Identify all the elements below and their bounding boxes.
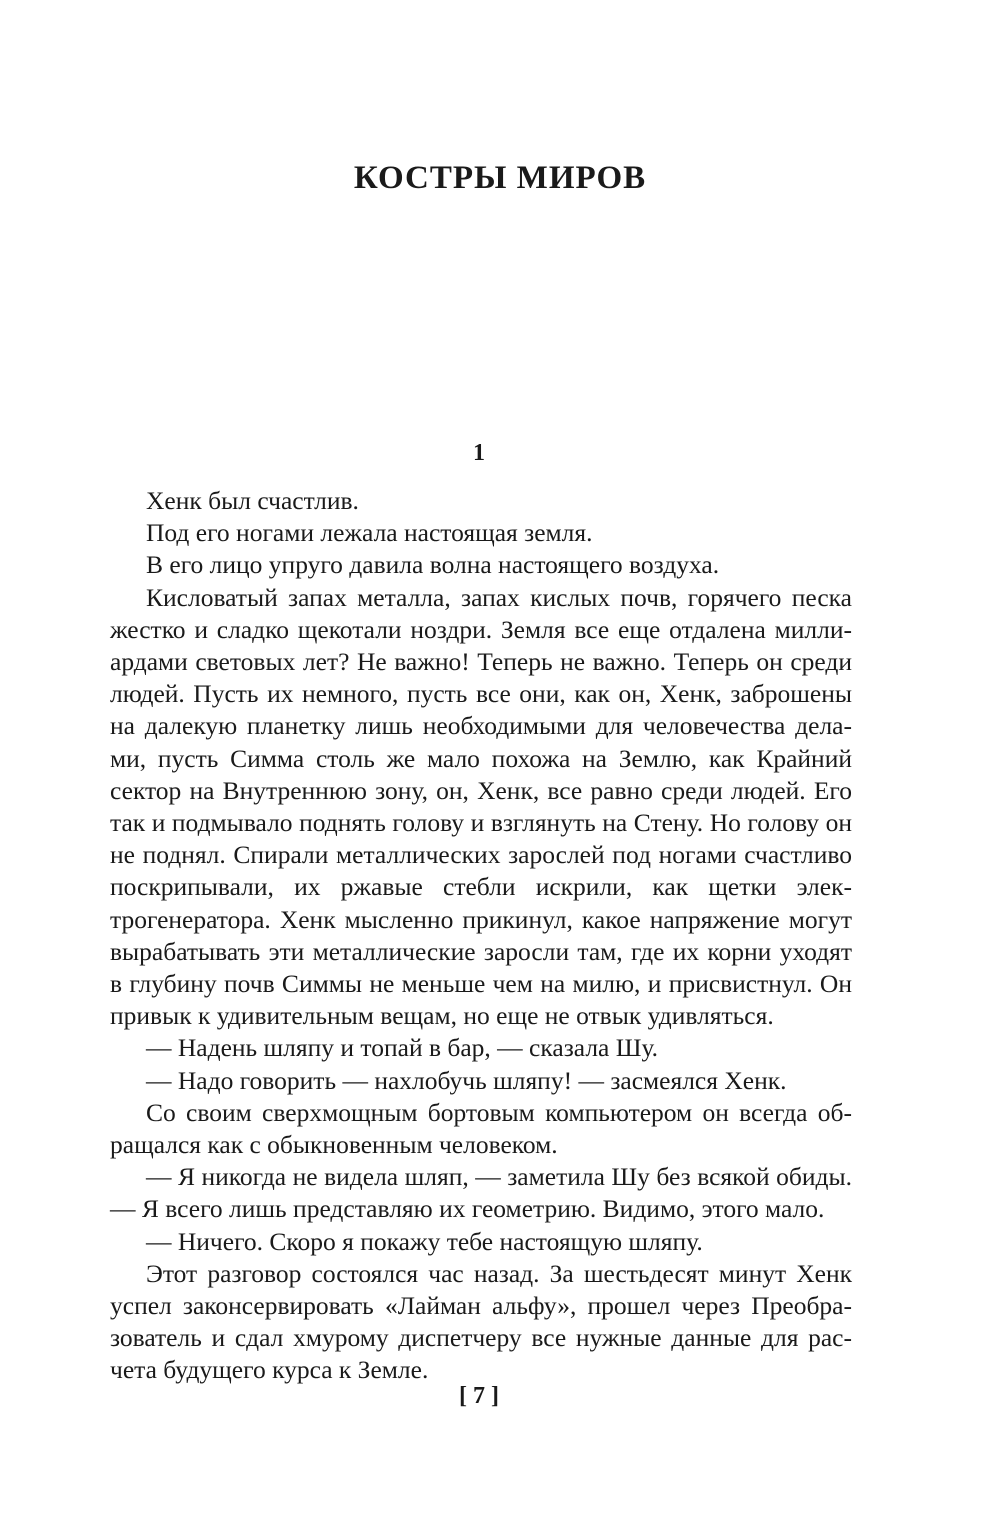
paragraph: Под его ногами лежала настоящая земля. <box>146 518 593 548</box>
paragraph: В его лицо упруго давила волна настоящего воздуха. <box>146 550 720 580</box>
paragraph: Этот разговор состоялся час назад. За шестьдесят минут Хенк успел законсервировать «Лайман альфу», прошел через Преобразователь и сдал хмурому диспетчеру все нужные данные для расчета будущего курса к Земле. <box>110 1258 852 1385</box>
paragraph: Со своим сверхмощным бортовым компьютером он всегда обращался как с обыкновенным человеком. <box>110 1097 852 1160</box>
paragraph: — Надень шляпу и топай в бар, — сказала Шу. <box>146 1033 659 1063</box>
paragraph: Хенк был счастлив. <box>146 486 359 515</box>
page-number: [ 7 ] <box>459 1383 499 1409</box>
body-text <box>110 485 852 1387</box>
paragraph: — Ничего. Скоро я покажу тебе настоящую шляпу. <box>146 1226 703 1256</box>
paragraph: Кисловатый запах металла, запах кислых почв, горячего песка жестко и сладко щекотали ноздри. Земля все еще отдалена миллиардами световых лет? Не важно! Теперь не важно. Теперь он среди людей. Пусть их немного, пусть все они, как он, Хенк, заброшены на далекую планетку лишь необходимыми для человечества делами, пусть Симма столь же мало похожа на Землю, как Крайний сектор на Внутреннюю зону, он, Хенк, все равно среди людей. Его так и подмывало поднять голову и взглянуть на Стену. Но голову он не поднял. Спирали металлических зарослей под ногами счастливо поскрипывали, их ржавые стебли искрили, как щетки электрогенератора. Хенк мысленно прикинул, какое напряжение могут вырабатывать эти металлические заросли там, где их корни уходят в глубину почв Симмы не меньше чем на милю, и присвистнул. Он привык к удивительным вещам, но еще не отвык удивляться. <box>110 582 852 1031</box>
chapter-number: 1 <box>473 440 485 466</box>
paragraph: — Надо говорить — нахлобучь шляпу! — засмеялся Хенк. <box>146 1065 787 1095</box>
paragraph: — Я никогда не видела шляп, — заметила Шу без всякой обиды. — Я всего лишь представляю их геометрию. Видимо, этого мало. <box>110 1162 852 1224</box>
chapter-title: КОСТРЫ МИРОВ <box>353 160 647 196</box>
